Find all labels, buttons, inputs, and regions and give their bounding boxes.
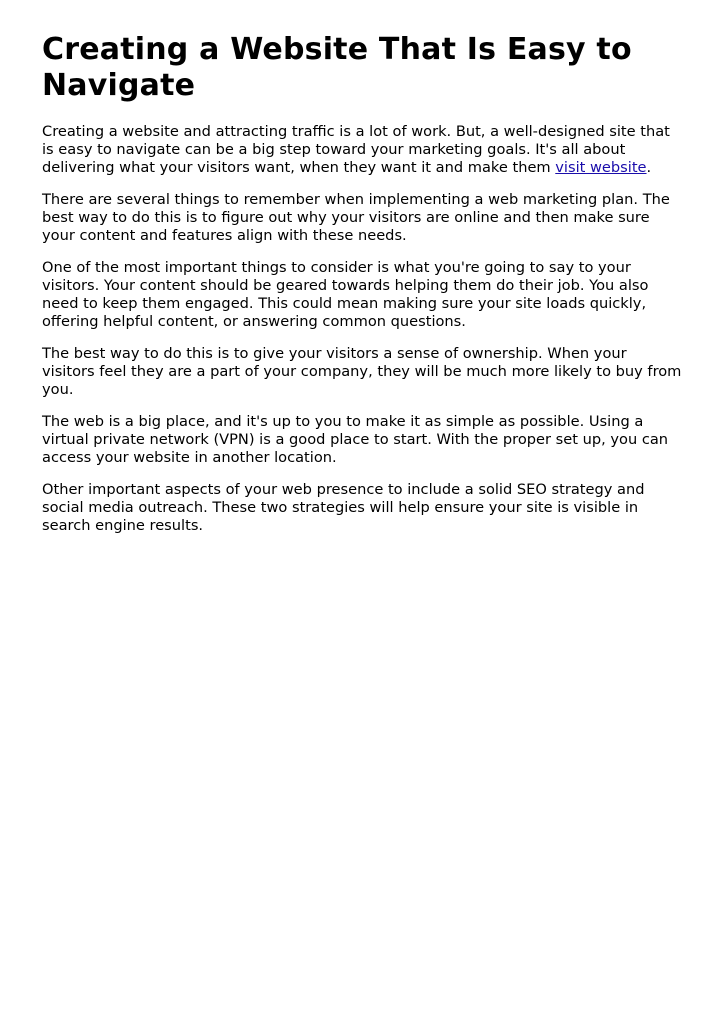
paragraph-content: One of the most important things to consider is what you're going to say to your visitors. Your content should be geared towards helping them do their job. You also need to keep them engaged. This could mean making sure your site loads quickly, offering helpful content, or answering common questions. (42, 259, 649, 330)
paragraph-intro-end: . (646, 159, 652, 176)
paragraph-vpn: The web is a big place, and it's up to you to make it as simple as possible. Using a virtual private network (VPN) is a good place to start. With the proper set up, you can access your website in another location. (42, 413, 669, 466)
paragraph-intro-text: Creating a website and attracting traffic is a lot of work. But, a well-designed site that is easy to navigate can be a big step toward your marketing goals. It's all about delivering what your visitors want, when they want it and make them (42, 123, 670, 176)
paragraph-marketing-plan: There are several things to remember when implementing a web marketing plan. The best way to do this is to figure out why your visitors are online and then make sure your content and features align with these needs. (42, 191, 670, 244)
visit-website-link[interactable]: visit website (555, 159, 647, 176)
paragraph-seo: Other important aspects of your web presence to include a solid SEO strategy and social media outreach. These two strategies will help ensure your site is visible in search engine results. (42, 481, 645, 534)
page-title: Creating a Website That Is Easy to Navigate (42, 32, 632, 103)
article (42, 32, 682, 549)
paragraph-ownership: The best way to do this is to give your visitors a sense of ownership. When your visitors feel they are a part of your company, they will be much more likely to buy from you. (42, 345, 682, 398)
paragraph-intro (42, 123, 682, 177)
